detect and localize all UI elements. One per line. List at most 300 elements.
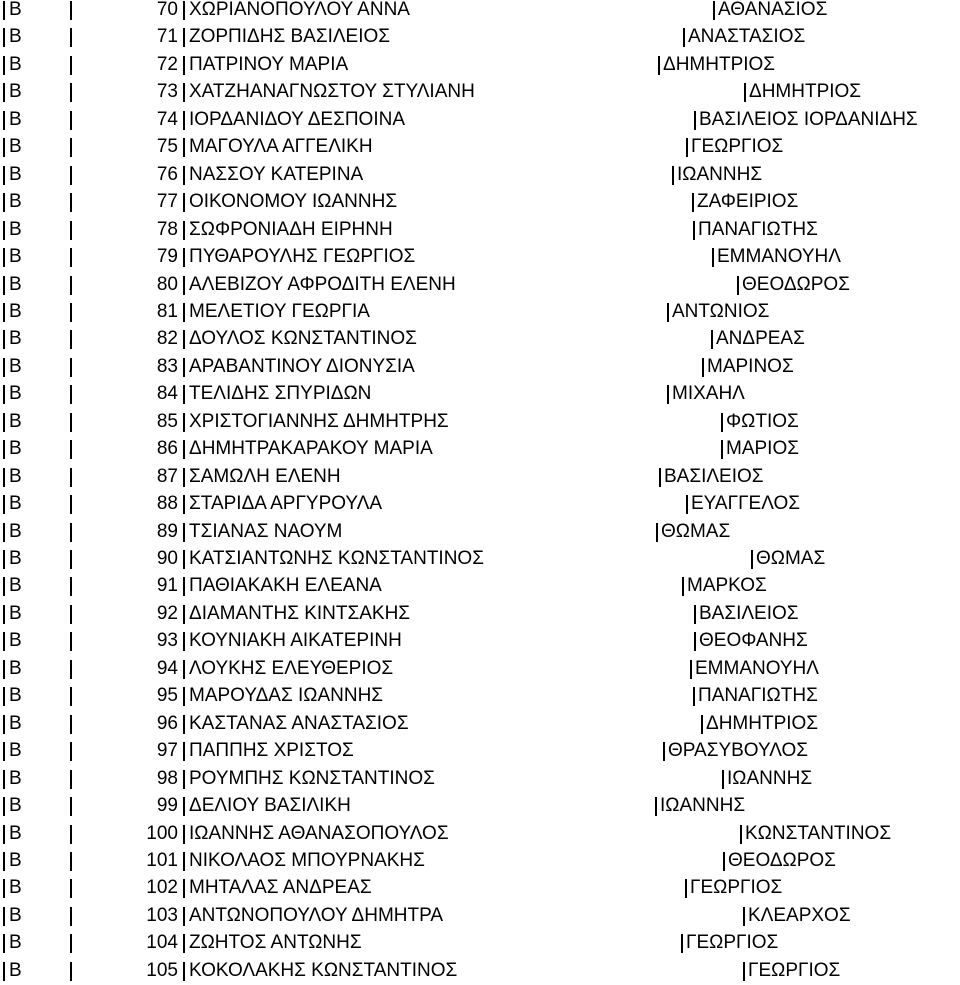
cell-separator	[743, 962, 745, 981]
table-row	[0, 957, 960, 985]
class-cell: Β	[9, 218, 22, 240]
cell-separator	[70, 962, 72, 981]
father-name-cell: ΒΑΣΙΛΕΙΟΣ ΙΟΡΔΑΝΙΔΗΣ	[699, 108, 918, 130]
father-name-cell: ΘΕΟΔΩΡΟΣ	[728, 849, 836, 871]
cell-separator	[70, 111, 72, 130]
cell-separator	[693, 221, 695, 240]
cell-separator	[694, 605, 696, 624]
cell-separator	[737, 276, 739, 295]
number-cell: 75	[156, 136, 178, 158]
cell-separator	[740, 825, 742, 844]
class-cell: Β	[9, 383, 22, 405]
cell-separator	[672, 166, 674, 185]
table-row	[0, 572, 960, 600]
cell-separator	[3, 468, 5, 487]
number-cell: 92	[156, 602, 178, 624]
number-cell: 103	[146, 904, 178, 926]
name-cell: ΤΣΙΑΝΑΣ ΝΑΟΥΜ	[189, 520, 343, 542]
father-name-cell: ΚΩΝΣΤΑΝΤΙΝΟΣ	[745, 822, 892, 844]
cell-separator	[183, 934, 185, 953]
cell-separator	[183, 632, 185, 651]
number-cell: 101	[146, 849, 178, 871]
cell-separator	[183, 687, 185, 706]
father-name-cell: ΑΝΑΣΤΑΣΙΟΣ	[688, 26, 806, 48]
cell-separator	[183, 221, 185, 240]
cell-separator	[3, 742, 5, 761]
class-cell: Β	[9, 273, 22, 295]
father-name-cell: ΘΕΟΦΑΝΗΣ	[699, 630, 808, 652]
cell-separator	[183, 1, 185, 20]
cell-separator	[722, 770, 724, 789]
cell-separator	[183, 413, 185, 432]
class-cell: Β	[9, 108, 22, 130]
class-cell: Β	[9, 246, 22, 268]
cell-separator	[183, 385, 185, 404]
cell-separator	[70, 221, 72, 240]
father-name-cell: ΜΙΧΑΗΛ	[672, 383, 745, 405]
father-name-cell: ΙΩΑΝΝΗΣ	[660, 795, 746, 817]
father-name-cell: ΔΗΜΗΤΡΙΟΣ	[706, 712, 819, 734]
cell-separator	[70, 742, 72, 761]
class-cell: Β	[9, 328, 22, 350]
cell-separator	[3, 495, 5, 514]
cell-separator	[3, 852, 5, 871]
cell-separator	[70, 770, 72, 789]
cell-separator	[3, 907, 5, 926]
cell-separator	[3, 879, 5, 898]
cell-separator	[183, 852, 185, 871]
cell-separator	[70, 852, 72, 871]
cell-separator	[713, 1, 715, 20]
table-row	[0, 902, 960, 930]
cell-separator	[70, 715, 72, 734]
number-cell: 95	[156, 685, 178, 707]
cell-separator	[721, 440, 723, 459]
name-cell: ΠΥΘΑΡΟΥΛΗΣ ΓΕΩΡΓΙΟΣ	[189, 246, 416, 268]
name-cell: ΜΑΓΟΥΛΑ ΑΓΓΕΛΙΚΗ	[189, 136, 373, 158]
cell-separator	[711, 330, 713, 349]
father-name-cell: ΖΑΦΕΙΡΙΟΣ	[697, 191, 799, 213]
cell-separator	[3, 111, 5, 130]
cell-separator	[667, 385, 669, 404]
cell-separator	[683, 28, 685, 47]
number-cell: 88	[156, 493, 178, 515]
number-cell: 78	[156, 218, 178, 240]
father-name-cell: ΓΕΩΡΓΙΟΣ	[690, 877, 783, 899]
number-cell: 81	[156, 300, 178, 322]
cell-separator	[70, 193, 72, 212]
cell-separator	[183, 495, 185, 514]
name-cell: ΧΩΡΙΑΝΟΠΟΥΛΟΥ ΑΝΝΑ	[189, 0, 410, 20]
cell-separator	[183, 83, 185, 102]
name-cell: ΙΟΡΔΑΝΙΔΟΥ ΔΕΣΠΟΙΝΑ	[189, 108, 405, 130]
table-row	[0, 435, 960, 463]
number-cell: 104	[146, 932, 178, 954]
name-cell: ΚΟΚΟΛΑΚΗΣ ΚΩΝΣΤΑΝΤΙΝΟΣ	[189, 959, 458, 981]
number-cell: 91	[156, 575, 178, 597]
cell-separator	[70, 1, 72, 20]
cell-separator	[3, 687, 5, 706]
table-row	[0, 216, 960, 244]
name-cell: ΤΕΛΙΔΗΣ ΣΠΥΡΙΔΩΝ	[189, 383, 372, 405]
name-cell: ΚΑΤΣΙΑΝΤΩΝΗΣ ΚΩΝΣΤΑΝΤΙΝΟΣ	[189, 548, 484, 569]
name-cell: ΠΑΘΙΑΚΑΚΗ ΕΛΕΑΝΑ	[189, 575, 382, 597]
number-cell: 90	[156, 548, 178, 569]
cell-separator	[3, 276, 5, 295]
class-cell: Β	[9, 575, 22, 597]
table-row	[0, 408, 960, 436]
number-cell: 73	[156, 81, 178, 103]
cell-separator	[70, 166, 72, 185]
number-cell: 94	[156, 657, 178, 679]
class-cell: Β	[9, 493, 22, 515]
cell-separator	[183, 276, 185, 295]
number-cell: 105	[146, 959, 178, 981]
cell-separator	[183, 56, 185, 75]
name-cell: ΧΑΤΖΗΑΝΑΓΝΩΣΤΟΥ ΣΤΥΛΙΑΝΗ	[189, 81, 475, 103]
cell-separator	[685, 879, 687, 898]
cell-separator	[183, 330, 185, 349]
cell-separator	[3, 715, 5, 734]
number-cell: 85	[156, 410, 178, 432]
cell-separator	[3, 330, 5, 349]
number-cell: 83	[156, 355, 178, 377]
class-cell: Β	[9, 849, 22, 871]
father-name-cell: ΓΕΩΡΓΙΟΣ	[691, 136, 784, 158]
cell-separator	[70, 303, 72, 322]
table-row	[0, 737, 960, 765]
table-row	[0, 847, 960, 875]
cell-separator	[659, 468, 661, 487]
name-cell: ΖΟΡΠΙΔΗΣ ΒΑΣΙΛΕΙΟΣ	[189, 26, 391, 48]
father-name-cell: ΜΑΡΚΟΣ	[687, 575, 767, 597]
class-cell: Β	[9, 465, 22, 487]
table-row	[0, 353, 960, 381]
table-row	[0, 765, 960, 793]
father-name-cell: ΜΑΡΙΟΣ	[726, 438, 799, 460]
cell-separator	[70, 468, 72, 487]
cell-separator	[3, 660, 5, 679]
class-cell: Β	[9, 685, 22, 707]
father-name-cell: ΙΩΑΝΝΗΣ	[677, 163, 763, 185]
cell-separator	[183, 440, 185, 459]
table-row	[0, 600, 960, 628]
class-cell: Β	[9, 630, 22, 652]
name-cell: ΑΛΕΒΙΖΟΥ ΑΦΡΟΔΙΤΗ ΕΛΕΝΗ	[189, 273, 456, 295]
cell-separator	[658, 56, 660, 75]
cell-separator	[656, 523, 658, 542]
cell-separator	[70, 605, 72, 624]
number-cell: 77	[156, 191, 178, 213]
class-cell: Β	[9, 932, 22, 954]
number-cell: 102	[146, 877, 178, 899]
cell-separator	[70, 330, 72, 349]
name-cell: ΔΗΜΗΤΡΑΚΑΡΑΚΟΥ ΜΑΡΙΑ	[189, 438, 433, 460]
class-cell: Β	[9, 438, 22, 460]
father-name-cell: ΦΩΤΙΟΣ	[726, 410, 799, 432]
class-cell: Β	[9, 904, 22, 926]
cell-separator	[183, 825, 185, 844]
cell-separator	[183, 193, 185, 212]
cell-separator	[3, 166, 5, 185]
cell-separator	[183, 962, 185, 981]
name-cell: ΣΤΑΡΙΔΑ ΑΡΓΥΡΟΥΛΑ	[189, 493, 383, 515]
number-cell: 87	[156, 465, 178, 487]
cell-separator	[721, 413, 723, 432]
table-row	[0, 874, 960, 902]
father-name-cell: ΒΑΣΙΛΕΙΟΣ	[699, 602, 799, 624]
cell-separator	[686, 495, 688, 514]
cell-separator	[686, 138, 688, 157]
cell-separator	[3, 83, 5, 102]
father-name-cell: ΠΑΝΑΓΙΩΤΗΣ	[698, 685, 818, 707]
name-cell: ΙΩΑΝΝΗΣ ΑΘΑΝΑΣΟΠΟΥΛΟΣ	[189, 822, 449, 844]
cell-separator	[70, 385, 72, 404]
cell-separator	[3, 248, 5, 267]
number-cell: 96	[156, 712, 178, 734]
table-row	[0, 51, 960, 79]
father-name-cell: ΘΩΜΑΣ	[661, 520, 731, 542]
cell-separator	[183, 166, 185, 185]
cell-separator	[183, 577, 185, 596]
name-cell: ΚΑΣΤΑΝΑΣ ΑΝΑΣΤΑΣΙΟΣ	[189, 712, 409, 734]
cell-separator	[70, 248, 72, 267]
table-row	[0, 490, 960, 518]
cell-separator	[183, 660, 185, 679]
name-cell: ΝΙΚΟΛΑΟΣ ΜΠΟΥΡΝΑΚΗΣ	[189, 849, 425, 871]
class-cell: Β	[9, 300, 22, 322]
cell-separator	[70, 660, 72, 679]
class-cell: Β	[9, 136, 22, 158]
class-cell: Β	[9, 53, 22, 75]
cell-separator	[183, 550, 185, 569]
cell-separator	[723, 852, 725, 871]
cell-separator	[3, 523, 5, 542]
table-row	[0, 188, 960, 216]
name-cell: ΜΗΤΑΛΑΣ ΑΝΔΡΕΑΣ	[189, 877, 372, 899]
class-cell: Β	[9, 657, 22, 679]
father-name-cell: ΓΕΩΡΓΙΟΣ	[748, 959, 841, 981]
cell-separator	[183, 715, 185, 734]
class-cell: Β	[9, 81, 22, 103]
class-cell: Β	[9, 0, 22, 20]
table-row	[0, 820, 960, 848]
cell-separator	[70, 687, 72, 706]
table-row	[0, 325, 960, 353]
number-cell: 93	[156, 630, 178, 652]
class-cell: Β	[9, 191, 22, 213]
cell-separator	[70, 358, 72, 377]
cell-separator	[183, 468, 185, 487]
table-row	[0, 655, 960, 683]
class-cell: Β	[9, 795, 22, 817]
name-cell: ΜΕΛΕΤΙΟΥ ΓΕΩΡΓΙΑ	[189, 300, 370, 322]
cell-separator	[183, 879, 185, 898]
class-cell: Β	[9, 163, 22, 185]
name-cell: ΠΑΤΡΙΝΟΥ ΜΑΡΙΑ	[189, 53, 349, 75]
table-row	[0, 78, 960, 106]
cell-separator	[681, 934, 683, 953]
class-cell: Β	[9, 548, 22, 569]
cell-separator	[70, 56, 72, 75]
cell-separator	[183, 358, 185, 377]
cell-separator	[694, 632, 696, 651]
name-cell: ΔΙΑΜΑΝΤΗΣ ΚΙΝΤΣΑΚΗΣ	[189, 602, 411, 624]
father-name-cell: ΕΜΜΑΝΟΥΗΛ	[717, 246, 841, 268]
name-cell: ΚΟΥΝΙΑΚΗ ΑΙΚΑΤΕΡΙΝΗ	[189, 630, 402, 652]
name-cell: ΣΑΜΩΛΗ ΕΛΕΝΗ	[189, 465, 341, 487]
father-name-cell: ΔΗΜΗΤΡΙΟΣ	[663, 53, 776, 75]
cell-separator	[667, 303, 669, 322]
name-cell: ΡΟΥΜΠΗΣ ΚΩΝΣΤΑΝΤΙΝΟΣ	[189, 767, 435, 789]
name-cell: ΛΟΥΚΗΣ ΕΛΕΥΘΕΡΙΟΣ	[189, 657, 394, 679]
cell-separator	[702, 358, 704, 377]
number-cell: 98	[156, 767, 178, 789]
cell-separator	[183, 907, 185, 926]
class-cell: Β	[9, 26, 22, 48]
table-row	[0, 133, 960, 161]
number-cell: 80	[156, 273, 178, 295]
cell-separator	[70, 825, 72, 844]
table-row	[0, 23, 960, 51]
table-row	[0, 161, 960, 189]
table-row	[0, 518, 960, 546]
class-cell: Β	[9, 712, 22, 734]
table-row	[0, 545, 960, 573]
cell-separator	[3, 797, 5, 816]
cell-separator	[70, 413, 72, 432]
class-cell: Β	[9, 355, 22, 377]
class-cell: Β	[9, 520, 22, 542]
cell-separator	[712, 248, 714, 267]
number-cell: 71	[156, 26, 178, 48]
number-cell: 89	[156, 520, 178, 542]
name-cell: ΑΡΑΒΑΝΤΙΝΟΥ ΔΙΟΝΥΣΙΑ	[189, 355, 415, 377]
cell-separator	[3, 577, 5, 596]
cell-separator	[3, 56, 5, 75]
table-row	[0, 298, 960, 326]
cell-separator	[3, 770, 5, 789]
table-row	[0, 682, 960, 710]
cell-separator	[70, 138, 72, 157]
father-name-cell: ΓΕΩΡΓΙΟΣ	[686, 932, 779, 954]
cell-separator	[3, 440, 5, 459]
father-name-cell: ΕΜΜΑΝΟΥΗΛ	[695, 657, 819, 679]
cell-separator	[183, 138, 185, 157]
cell-separator	[183, 111, 185, 130]
cell-separator	[183, 742, 185, 761]
table-row	[0, 627, 960, 655]
table-row	[0, 792, 960, 820]
number-cell: 72	[156, 53, 178, 75]
cell-separator	[655, 797, 657, 816]
cell-separator	[682, 577, 684, 596]
name-cell: ΑΝΤΩΝΟΠΟΥΛΟΥ ΔΗΜΗΤΡΑ	[189, 904, 444, 926]
cell-separator	[70, 577, 72, 596]
cell-separator	[70, 632, 72, 651]
number-cell: 84	[156, 383, 178, 405]
cell-separator	[694, 111, 696, 130]
father-name-cell: ΙΩΑΝΝΗΣ	[727, 767, 813, 789]
cell-separator	[3, 962, 5, 981]
father-name-cell: ΑΝΔΡΕΑΣ	[716, 328, 805, 350]
cell-separator	[3, 385, 5, 404]
cell-separator	[183, 523, 185, 542]
table-row	[0, 106, 960, 134]
table-row	[0, 271, 960, 299]
number-cell: 79	[156, 246, 178, 268]
name-cell: ΝΑΣΣΟΥ ΚΑΤΕΡΙΝΑ	[189, 163, 364, 185]
table-row	[0, 380, 960, 408]
cell-separator	[744, 83, 746, 102]
cell-separator	[70, 495, 72, 514]
cell-separator	[3, 193, 5, 212]
cell-separator	[183, 28, 185, 47]
name-cell: ΔΟΥΛΟΣ ΚΩΝΣΤΑΝΤΙΝΟΣ	[189, 328, 417, 350]
cell-separator	[3, 303, 5, 322]
cell-separator	[751, 550, 753, 569]
table-row	[0, 710, 960, 738]
cell-separator	[3, 358, 5, 377]
father-name-cell: ΔΗΜΗΤΡΙΟΣ	[749, 81, 862, 103]
cell-separator	[690, 660, 692, 679]
class-cell: Β	[9, 410, 22, 432]
father-name-cell: ΑΝΤΩΝΙΟΣ	[672, 300, 770, 322]
cell-separator	[183, 248, 185, 267]
class-cell: Β	[9, 740, 22, 762]
father-name-cell: ΘΩΜΑΣ	[756, 548, 826, 569]
cell-separator	[70, 934, 72, 953]
number-cell: 99	[156, 795, 178, 817]
cell-separator	[70, 550, 72, 569]
cell-separator	[70, 523, 72, 542]
cell-separator	[3, 1, 5, 20]
cell-separator	[70, 440, 72, 459]
cell-separator	[183, 605, 185, 624]
name-cell: ΜΑΡΟΥΔΑΣ ΙΩΑΝΝΗΣ	[189, 685, 384, 707]
father-name-cell: ΚΛΕΑΡΧΟΣ	[748, 904, 851, 926]
cell-separator	[693, 687, 695, 706]
cell-separator	[3, 28, 5, 47]
cell-separator	[3, 934, 5, 953]
cell-separator	[70, 879, 72, 898]
class-cell: Β	[9, 877, 22, 899]
number-cell: 76	[156, 163, 178, 185]
cell-separator	[70, 83, 72, 102]
cell-separator	[183, 770, 185, 789]
cell-separator	[743, 907, 745, 926]
cell-separator	[3, 138, 5, 157]
name-cell: ΟΙΚΟΝΟΜΟΥ ΙΩΑΝΝΗΣ	[189, 191, 398, 213]
table-row	[0, 0, 960, 24]
cell-separator	[3, 550, 5, 569]
class-cell: Β	[9, 822, 22, 844]
father-name-cell: ΠΑΝΑΓΙΩΤΗΣ	[698, 218, 818, 240]
class-cell: Β	[9, 959, 22, 981]
number-cell: 97	[156, 740, 178, 762]
number-cell: 100	[146, 822, 178, 844]
father-name-cell: ΑΘΑΝΑΣΙΟΣ	[718, 0, 828, 20]
cell-separator	[70, 797, 72, 816]
name-cell: ΖΩΗΤΟΣ ΑΝΤΩΝΗΣ	[189, 932, 362, 954]
cell-separator	[183, 797, 185, 816]
cell-separator	[3, 632, 5, 651]
number-cell: 70	[156, 0, 178, 20]
cell-separator	[701, 715, 703, 734]
father-name-cell: ΕΥΑΓΓΕΛΟΣ	[691, 493, 801, 515]
name-cell: ΔΕΛΙΟΥ ΒΑΣΙΛΙΚΗ	[189, 795, 351, 817]
name-cell: ΣΩΦΡΟΝΙΑΔΗ ΕΙΡΗΝΗ	[189, 218, 393, 240]
